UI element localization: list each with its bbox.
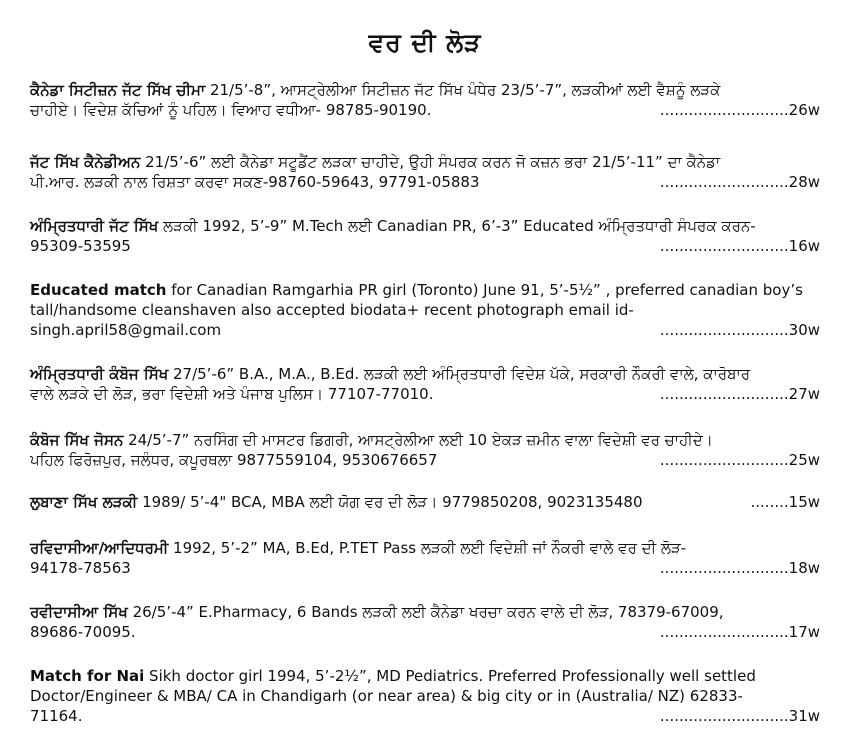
ad-lead: ਲੁਬਾਣਾ ਸਿੱਖ ਲੜਕੀ [30, 493, 138, 511]
ad-contact: ਚਾਹੀਏ। ਵਿਦੇਸ਼ ਕੱਚਿਆਂ ਨੂੰ ਪਹਿਲ। ਵਿਆਹ ਵਧੀਆ- 98785-90190. [30, 101, 432, 119]
ad-last-line [30, 706, 820, 726]
ad-contact: 95309-53595 [30, 237, 131, 255]
ad-first-line [30, 216, 820, 236]
ad-contact: 71164. [30, 707, 83, 725]
ad-code: ...........................26w [659, 101, 820, 119]
ad-last-line [30, 236, 820, 256]
ad-text: ਲੜਕੀ 1992, 5’-9” M.Tech ਲਈ Canadian PR, 6’-3” Educated ਅੰਮ੍ਰਿਤਧਾਰੀ ਸੰਪਰਕ ਕਰਨ- [158, 217, 756, 235]
ad-text: for Canadian Ramgarhia PR girl (Toronto) June 91, 5’-5½” , preferred canadian boy’s tall/handsome cleanshaven also accepted biodata+ recent photograph email id- [30, 281, 803, 319]
ad-last-line [30, 558, 820, 578]
ad-last-line [30, 172, 820, 192]
ad-text: 21/5’-8”, ਆਸਟ੍ਰੇਲੀਆ ਸਿਟੀਜ਼ਨ ਜੱਟ ਸਿੱਖ ਪੰਧੇਰ 23/5’-7”, ਲੜਕੀਆਂ ਲਈ ਵੈਸ਼ਨੂੰ ਲੜਕੇ [205, 81, 721, 99]
ad-last-line [30, 320, 820, 340]
ad-lead: ਅੰਮ੍ਰਿਤਧਾਰੀ ਜੱਟ ਸਿੱਖ [30, 217, 159, 235]
ad-text: 1992, 5’-2” MA, B.Ed, P.TET Pass ਲੜਕੀ ਲਈ ਵਿਦੇਸ਼ੀ ਜਾਂ ਨੌਕਰੀ ਵਾਲੇ ਵਰ ਦੀ ਲੋੜ- [168, 539, 687, 557]
ad-code: ...........................31w [659, 707, 820, 725]
ad-text: 21/5’-6” ਲਈ ਕੈਨੇਡਾ ਸਟੂਡੈਂਟ ਲੜਕਾ ਚਾਹੀਦੇ, ਉਹੀ ਸੰਪਰਕ ਕਰਨ ਜੋ ਕਜ਼ਨ ਭਰਾ 21/5’-11” ਦਾ ਕੈਨੇਡਾ [140, 153, 721, 171]
ad-code: ...........................17w [659, 623, 820, 641]
ad-code: ...........................25w [659, 451, 820, 469]
classified-ad [30, 492, 820, 512]
ad-first-line [30, 152, 820, 172]
ad-last-line [30, 492, 820, 512]
page-title: ਵਰ ਦੀ ਲੋੜ [368, 28, 482, 57]
classified-ad [30, 602, 820, 642]
ad-contact: 89686-70095. [30, 623, 136, 641]
ad-contact: singh.april58@gmail.com [30, 321, 222, 339]
classified-ad [30, 280, 820, 340]
ad-first-line [30, 80, 820, 100]
classified-ad [30, 152, 820, 192]
ad-lead: ਕੈਨੇਡਾ ਸਿਟੀਜ਼ਨ ਜੱਟ ਸਿੱਖ ਚੀਮਾ [30, 81, 206, 99]
ad-contact: ਪੀ.ਆਰ. ਲੜਕੀ ਨਾਲ ਰਿਸ਼ਤਾ ਕਰਵਾ ਸਕਣ-98760-59643, 97791-05883 [30, 173, 480, 191]
ad-lead: Educated match [30, 281, 167, 299]
ad-code: ...........................18w [659, 559, 820, 577]
ad-last-line [30, 384, 820, 404]
ad-lead: ਰਵੀਦਾਸੀਆ ਸਿੱਖ [30, 603, 128, 621]
ad-contact: ਪਹਿਲ ਫਿਰੋਜ਼ਪੁਰ, ਜਲੰਧਰ, ਕਪੂਰਥਲਾ 9877559104, 9530676657 [30, 451, 438, 469]
ad-text: 27/5’-6” B.A., M.A., B.Ed. ਲੜਕੀ ਲਈ ਅੰਮ੍ਰਿਤਧਾਰੀ ਵਿਦੇਸ਼ ਪੱਕੇ, ਸਰਕਾਰੀ ਨੌਕਰੀ ਵਾਲੇ, ਕਾਰੋਬਾਰ [168, 365, 751, 383]
ad-last-line [30, 100, 820, 120]
classified-ad [30, 666, 820, 726]
ad-code: ...........................16w [659, 237, 820, 255]
ad-text: 26/5’-4” E.Pharmacy, 6 Bands ਲੜਕੀ ਲਈ ਕੈਨੇਡਾ ਖਰਚਾ ਕਰਨ ਵਾਲੇ ਦੀ ਲੋੜ, 78379-67009, [127, 603, 724, 621]
ad-text: Sikh doctor girl 1994, 5’-2½”, MD Pediatrics. Preferred Professionally well settled Doctor/Engineer & MBA/ CA in Chandigarh (or near area) & big city or in (Australia/ NZ) 62833- [30, 667, 756, 705]
ad-text: 1989/ 5’-4" BCA, MBA ਲਈ ਯੋਗ ਵਰ ਦੀ ਲੋੜ। 9779850208, 9023135480 [137, 493, 643, 511]
classified-ad [30, 80, 820, 120]
classified-ad [30, 364, 820, 404]
ad-lead: ਜੱਟ ਸਿੱਖ ਕੈਨੇਡੀਅਨ [30, 153, 141, 171]
ad-first-line [30, 666, 820, 706]
ad-last-line [30, 450, 820, 470]
classified-ad [30, 430, 820, 470]
ad-first-line [30, 280, 820, 320]
ad-first-line [30, 430, 820, 450]
ad-code: ...........................27w [659, 385, 820, 403]
ad-first-line [30, 364, 820, 384]
ad-code: ........15w [750, 493, 820, 511]
ad-lead: Match for Nai [30, 667, 145, 685]
ad-lead: ਰਵਿਦਾਸੀਆ/ਆਦਿਧਰਮੀ [30, 539, 169, 557]
ad-text: 24/5’-7” ਨਰਸਿੰਗ ਦੀ ਮਾਸਟਰ ਡਿਗਰੀ, ਆਸਟ੍ਰੇਲੀਆ ਲਈ 10 ਏਕੜ ਜ਼ਮੀਨ ਵਾਲਾ ਵਿਦੇਸ਼ੀ ਵਰ ਚਾਹੀਦੇ। [123, 431, 713, 449]
ad-first-line [30, 538, 820, 558]
classified-ad [30, 538, 820, 578]
ad-lead: ਕੰਬੋਜ ਸਿੱਖ ਜੋਸਨ [30, 431, 124, 449]
ad-code: ...........................30w [659, 321, 820, 339]
ad-last-line [30, 622, 820, 642]
ad-code: ...........................28w [659, 173, 820, 191]
ad-contact: ਵਾਲੇ ਲੜਕੇ ਦੀ ਲੋੜ, ਭਰਾ ਵਿਦੇਸ਼ੀ ਅਤੇ ਪੰਜਾਬ ਪੁਲਿਸ। 77107-77010. [30, 385, 434, 403]
ad-first-line [30, 602, 820, 622]
classified-ad [30, 216, 820, 256]
ad-contact: 94178-78563 [30, 559, 131, 577]
ad-lead: ਅੰਮ੍ਰਿਤਧਾਰੀ ਕੰਬੋਜ ਸਿੱਖ [30, 365, 169, 383]
